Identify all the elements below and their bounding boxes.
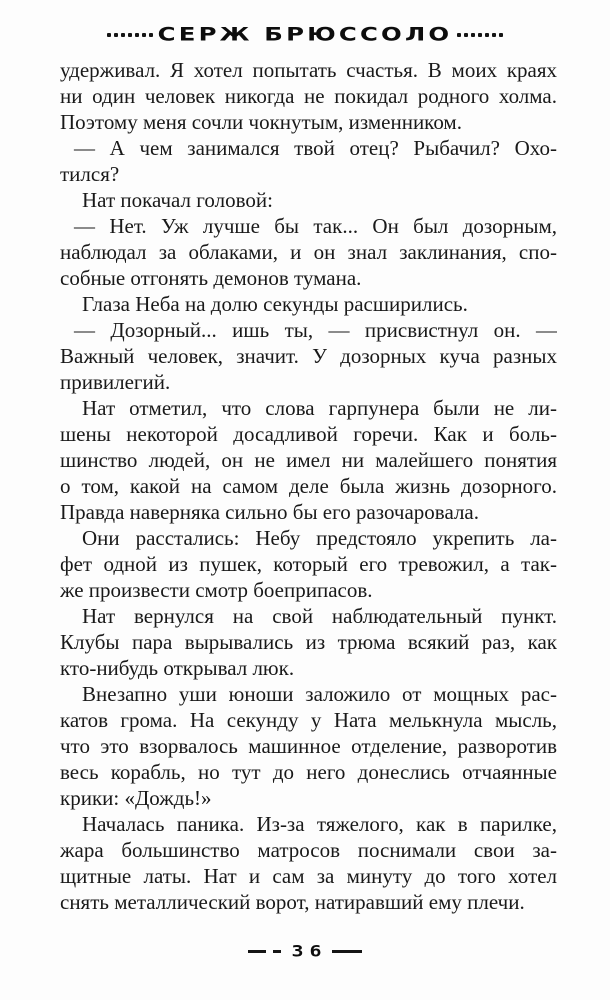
text-line: весь корабль, но тут до него донеслись отчаянные [60,760,557,784]
text-line: Поэтому меня сочли чокнутым, изменником. [60,110,462,134]
text-line: жара большинство матросов поснимали свои за- [60,838,557,862]
header-ornament-left-icon [107,33,153,37]
text-line: — Дозорный... ишь ты, — присвистнул он. — [74,318,557,342]
text-line: — А чем занимался твой отец? Рыбачил? Охо- [74,136,557,160]
ornament-dot [114,33,118,37]
text-line: шены некоторой досадливой горечи. Как и боль- [60,422,557,446]
running-head-title: СЕРЖ БРЮССОЛО [157,24,453,46]
text-line: Нат покачал головой: [82,188,273,212]
text-line: кто-нибудь открывал люк. [60,656,295,680]
ornament-dot [471,33,475,37]
page-header [0,22,610,48]
text-line: что это взорвалось машинное отделение, разворотив [60,734,557,758]
page-footer [0,939,610,963]
ornament-dot [478,33,482,37]
text-line: Началась паника. Из-за тяжелого, как в парилке, [82,812,557,836]
ornament-dot [464,33,468,37]
text-line: ни один человек никогда не покидал родного холма. [60,84,557,108]
text-line: щитные латы. Нат и сам за минуту до того хотел [60,864,557,888]
text-line: наблюдал за облаками, и он знал заклинания, спо- [60,240,557,264]
footer-dash-left2-icon [273,950,281,953]
footer-dash-left-icon [248,950,266,953]
text-line: Правда наверняка сильно бы его разочаровала. [60,500,479,524]
footer-dash-right-icon [332,950,362,953]
text-line: Они расстались: Небу предстояло укрепить ла- [82,526,557,550]
text-line: Нат вернулся на свой наблюдательный пункт. [82,604,557,628]
text-line: фет одной из пушек, который его тревожил, а так- [60,552,557,576]
text-line: Внезапно уши юноши заложило от мощных рас- [82,682,557,706]
ornament-dot [128,33,132,37]
text-line: удерживал. Я хотел попытать счастья. В моих краях [60,58,557,82]
ornament-dot [499,33,503,37]
ornament-dot [135,33,139,37]
text-line: Нат отметил, что слова гарпунера были не ли- [82,396,557,420]
text-line: о том, какой на самом деле была жизнь дозорного. [60,474,557,498]
ornament-dot [485,33,489,37]
text-line: шинство людей, он не имел ни малейшего понятия [60,448,557,472]
text-line: привилегий. [60,370,171,394]
text-line: же произвести смотр боеприпасов. [60,578,373,602]
text-line: собные отгонять демонов тумана. [60,266,362,290]
ornament-dot [142,33,146,37]
page-number: 36 [291,941,328,961]
text-line: Глаза Неба на долю секунды расширились. [82,292,468,316]
text-line: тился? [60,162,120,186]
text-line: крики: «Дождь!» [60,786,212,810]
header-ornament-right-icon [457,33,503,37]
ornament-dot [149,33,153,37]
ornament-dot [492,33,496,37]
ornament-dot [121,33,125,37]
text-line: — Нет. Уж лучше бы так... Он был дозорным, [74,214,557,238]
text-line: снять металлический ворот, натиравший ему плечи. [60,890,525,914]
text-line: катов грома. На секунду у Ната мелькнула мысль, [60,708,557,732]
text-column [60,57,557,915]
text-line: Важный человек, значит. У дозорных куча разных [60,344,557,368]
text-line: Клубы пара вырывались из трюма всякий раз, как [60,630,557,654]
ornament-dot [107,33,111,37]
ornament-dot [457,33,461,37]
